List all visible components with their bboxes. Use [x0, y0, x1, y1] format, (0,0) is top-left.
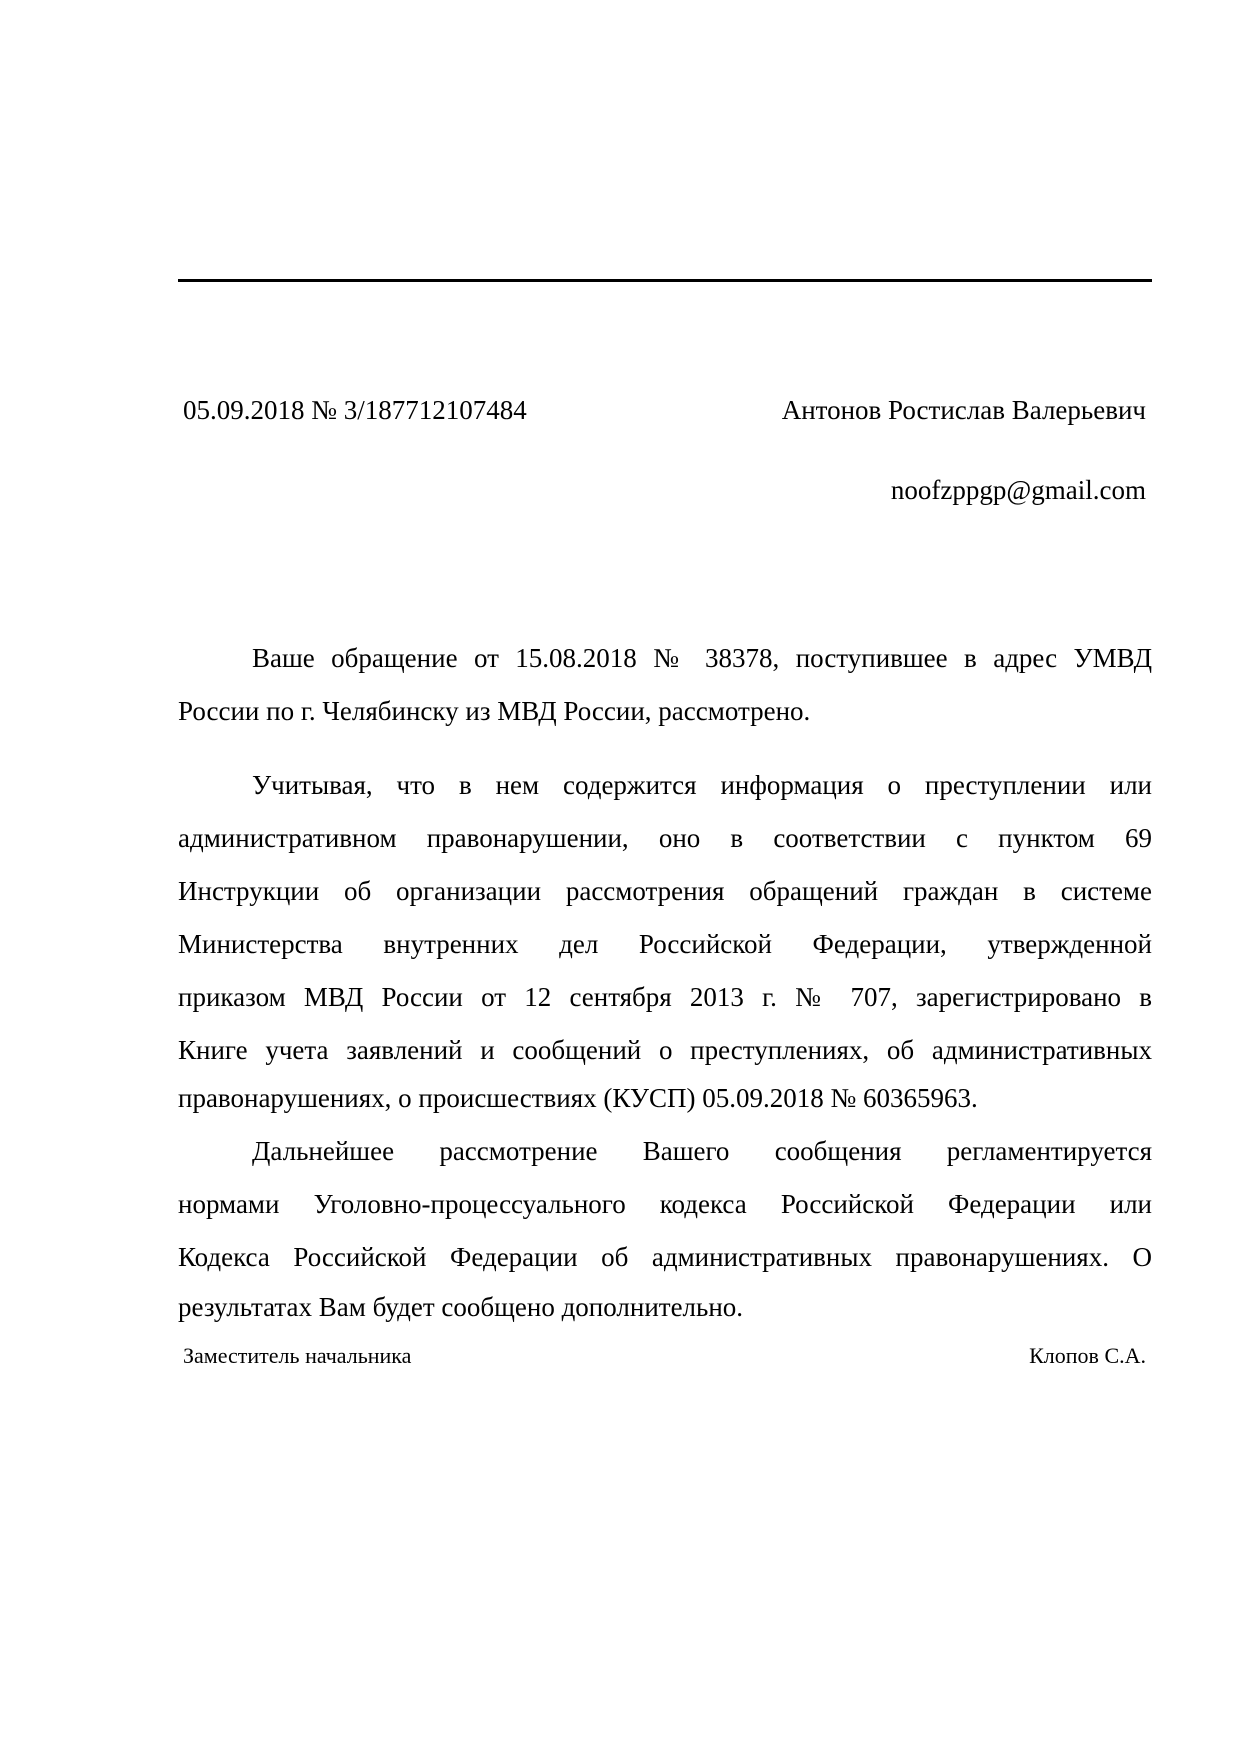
- paragraph-line: Дальнейшее рассмотрение Вашего сообщения регламентируется: [252, 1136, 1152, 1166]
- paragraph-line: приказом МВД России от 12 сентября 2013 г. № 707, зарегистрировано в: [178, 982, 1152, 1012]
- paragraph-line: правонарушениях, о происшествиях (КУСП) 05.09.2018 № 60365963.: [178, 1083, 978, 1113]
- paragraph-line: Инструкции об организации рассмотрения обращений граждан в системе: [178, 876, 1152, 906]
- document-reference: 05.09.2018 № 3/187712107484: [183, 395, 527, 425]
- paragraph-line: России по г. Челябинску из МВД России, рассмотрено.: [178, 696, 811, 726]
- header-divider-line: [178, 279, 1152, 282]
- recipient-email: noofzppgp@gmail.com: [890, 475, 1146, 505]
- recipient-name: Антонов Ростислав Валерьевич: [781, 395, 1146, 425]
- paragraph-line: административном правонарушении, оно в соответствии с пунктом 69: [178, 823, 1152, 853]
- paragraph-line: Книге учета заявлений и сообщений о преступлениях, об административных: [178, 1035, 1152, 1065]
- paragraph-line: нормами Уголовно-процессуального кодекса Российской Федерации или: [178, 1189, 1152, 1219]
- paragraph-line: Учитывая, что в нем содержится информация о преступлении или: [252, 770, 1152, 800]
- signatory-position: Заместитель начальника: [183, 1343, 412, 1368]
- paragraph-line: результатах Вам будет сообщено дополнительно.: [178, 1292, 744, 1322]
- paragraph-line: Министерства внутренних дел Российской Федерации, утвержденной: [178, 929, 1152, 959]
- paragraph-line: Кодекса Российской Федерации об административных правонарушениях. О: [178, 1242, 1152, 1272]
- signatory-name: Клопов С.А.: [1029, 1343, 1146, 1368]
- paragraph-line: Ваше обращение от 15.08.2018 № 38378, поступившее в адрес УМВД: [252, 643, 1152, 673]
